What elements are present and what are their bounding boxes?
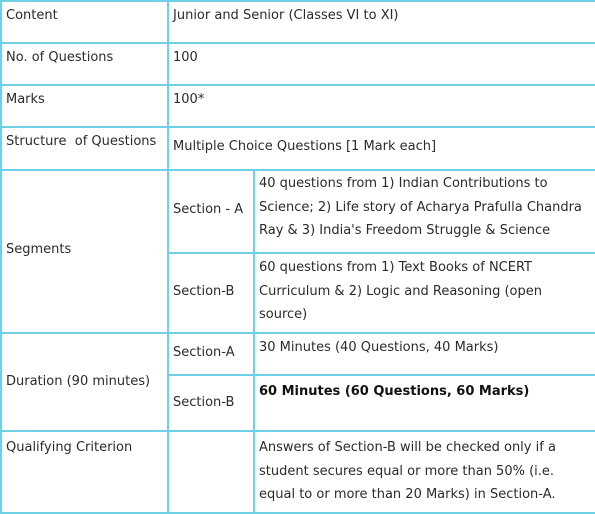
structure-label: Structure of Questions xyxy=(6,134,157,149)
text-line: equal to or more than 20 Marks) in Section-A. xyxy=(259,487,556,502)
duration-section-b-value: 60 Minutes (60 Questions, 60 Marks) xyxy=(259,384,530,399)
row-divider xyxy=(168,252,595,254)
content-value: Junior and Senior (Classes VI to XI) xyxy=(173,8,399,23)
duration-label: Duration (90 minutes) xyxy=(6,374,151,389)
row-divider xyxy=(0,332,595,334)
row-divider xyxy=(0,42,595,44)
row-divider xyxy=(0,430,595,432)
text-line: Curriculum & 2) Logic and Reasoning (open xyxy=(259,283,542,299)
row-divider xyxy=(168,374,595,376)
duration-section-b-label: Section-B xyxy=(173,395,235,410)
qualifying-label: Qualifying Criterion xyxy=(6,440,133,455)
text-line: Science; 2) Life story of Acharya Prafulla Chandra xyxy=(259,199,582,215)
text-line: student secures equal or more than 50% (i.e. xyxy=(259,463,555,479)
questions-value: 100 xyxy=(173,50,198,65)
marks-value: 100* xyxy=(173,92,205,107)
row-divider xyxy=(0,169,595,171)
text-line: Answers of Section-B will be checked only if a xyxy=(259,440,556,455)
segments-section-a-text xyxy=(255,172,595,243)
row-divider xyxy=(0,84,595,86)
segments-section-a-label: Section - A xyxy=(173,202,244,217)
text-line: 40 questions from 1) Indian Contributions to xyxy=(259,176,548,191)
segments-section-b-text xyxy=(255,256,595,327)
row-divider xyxy=(0,126,595,128)
content-label: Content xyxy=(6,8,58,23)
segments-section-b-label: Section-B xyxy=(173,284,235,299)
duration-section-a-value: 30 Minutes (40 Questions, 40 Marks) xyxy=(259,340,499,355)
qualifying-text xyxy=(255,436,595,507)
questions-label: No. of Questions xyxy=(6,50,114,65)
duration-section-a-label: Section-A xyxy=(173,345,235,360)
marks-label: Marks xyxy=(6,92,45,107)
text-line: Ray & 3) India's Freedom Struggle & Science xyxy=(259,223,551,238)
segments-label: Segments xyxy=(6,242,72,257)
text-line: source) xyxy=(259,307,308,322)
structure-value: Multiple Choice Questions [1 Mark each] xyxy=(173,139,437,154)
row-divider xyxy=(0,0,595,2)
column-divider xyxy=(167,0,169,514)
text-line: 60 questions from 1) Text Books of NCERT xyxy=(259,260,532,275)
